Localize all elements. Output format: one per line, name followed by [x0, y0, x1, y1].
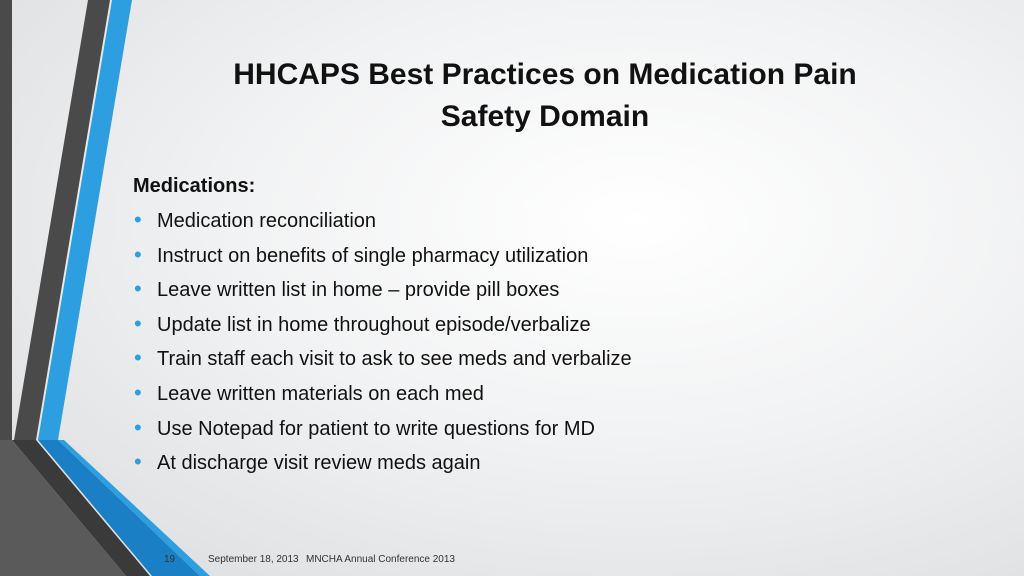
slide-title-line-2: Safety Domain	[440, 100, 650, 133]
bullet-list	[133, 208, 953, 476]
bullet-text: Train staff each visit to ask to see meds and verbalize	[157, 348, 632, 371]
bullet-text: At discharge visit review meds again	[157, 452, 481, 475]
slide-body	[133, 172, 953, 485]
bullet-item	[133, 346, 953, 372]
bullet-icon: •	[134, 345, 142, 371]
bullet-item	[133, 208, 953, 234]
bullet-icon: •	[134, 414, 142, 440]
footer-page-number: 19	[164, 554, 176, 565]
bullet-text: Leave written materials on each med	[157, 382, 484, 405]
bullet-text: Leave written list in home – provide pill boxes	[157, 279, 560, 302]
bullet-item	[133, 450, 953, 476]
bullet-text: Medication reconciliation	[157, 210, 377, 232]
bullet-item	[133, 312, 953, 338]
bullet-item	[133, 381, 953, 407]
slide-title	[150, 54, 940, 138]
slide-title-line-1: HHCAPS Best Practices on Medication Pain	[233, 58, 857, 91]
bullet-icon: •	[134, 276, 142, 302]
bullet-icon: •	[134, 310, 142, 336]
section-heading: Medications:	[133, 175, 256, 197]
bullet-item	[133, 277, 953, 303]
footer-date: September 18, 2013	[208, 554, 299, 565]
bullet-text: Instruct on benefits of single pharmacy utilization	[157, 244, 589, 267]
bullet-text: Use Notepad for patient to write questions for MD	[157, 417, 595, 440]
bullet-text: Update list in home throughout episode/verbalize	[157, 313, 591, 336]
left-dark-stripe	[0, 0, 12, 440]
bullet-icon: •	[134, 241, 142, 267]
bullet-item	[133, 416, 953, 442]
footer-conference: MNCHA Annual Conference 2013	[306, 554, 455, 565]
bullet-item	[133, 243, 953, 269]
bullet-icon: •	[134, 207, 142, 232]
bullet-icon: •	[134, 379, 142, 405]
bullet-icon: •	[134, 449, 142, 475]
